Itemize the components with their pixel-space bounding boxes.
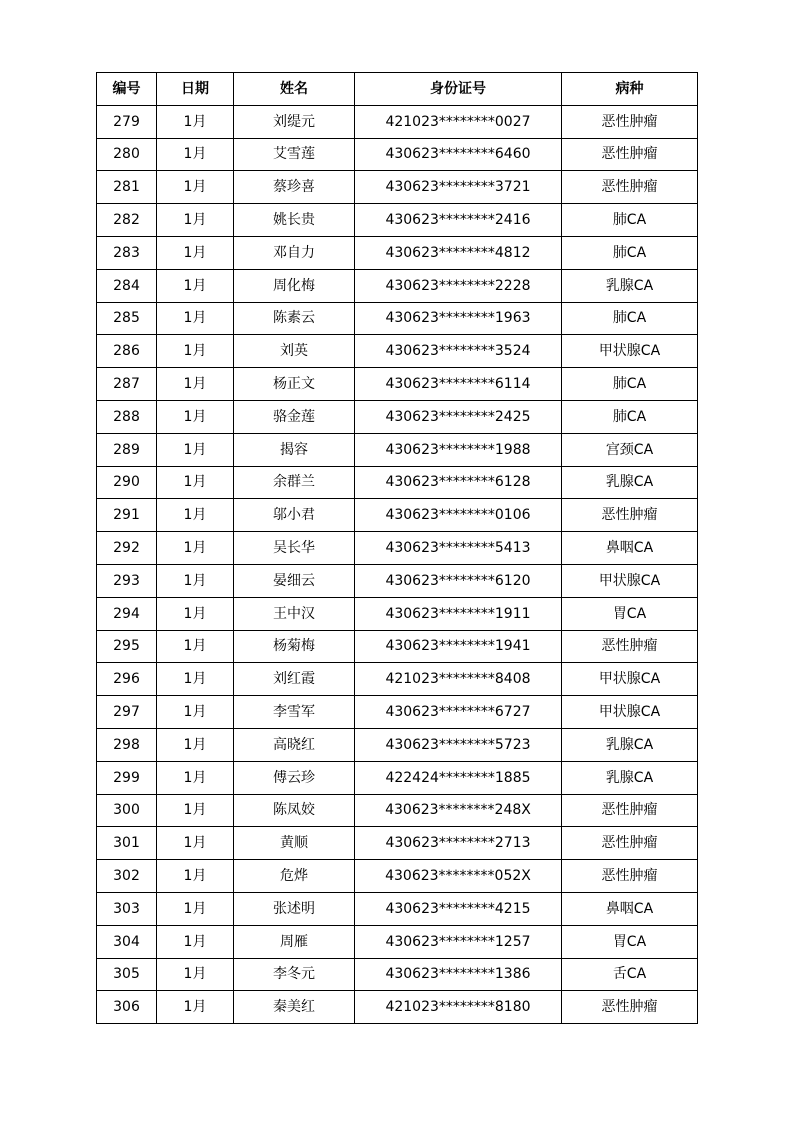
cell-date: 1月 — [157, 400, 234, 433]
header-row — [97, 73, 698, 106]
cell-disease: 肺CA — [562, 368, 698, 401]
table-row — [97, 728, 698, 761]
cell-date: 1月 — [157, 925, 234, 958]
table-row — [97, 335, 698, 368]
cell-number: 291 — [97, 499, 157, 532]
cell-name: 危烨 — [234, 860, 355, 893]
cell-name: 晏细云 — [234, 564, 355, 597]
cell-number: 296 — [97, 663, 157, 696]
cell-date: 1月 — [157, 269, 234, 302]
cell-id-number: 430623********6128 — [355, 466, 562, 499]
table-row — [97, 761, 698, 794]
cell-date: 1月 — [157, 892, 234, 925]
table-row — [97, 958, 698, 991]
cell-number: 287 — [97, 368, 157, 401]
cell-number: 292 — [97, 532, 157, 565]
cell-disease: 肺CA — [562, 204, 698, 237]
table-body — [97, 105, 698, 1023]
cell-disease: 恶性肿瘤 — [562, 794, 698, 827]
cell-date: 1月 — [157, 794, 234, 827]
cell-name: 周化梅 — [234, 269, 355, 302]
cell-date: 1月 — [157, 532, 234, 565]
cell-date: 1月 — [157, 236, 234, 269]
cell-date: 1月 — [157, 663, 234, 696]
table-row — [97, 269, 698, 302]
cell-id-number: 430623********6120 — [355, 564, 562, 597]
table-row — [97, 860, 698, 893]
cell-disease: 恶性肿瘤 — [562, 827, 698, 860]
cell-disease: 乳腺CA — [562, 269, 698, 302]
cell-disease: 甲状腺CA — [562, 696, 698, 729]
cell-number: 281 — [97, 171, 157, 204]
header-disease: 病种 — [562, 73, 698, 106]
cell-date: 1月 — [157, 860, 234, 893]
table-row — [97, 696, 698, 729]
cell-disease: 乳腺CA — [562, 466, 698, 499]
cell-disease: 甲状腺CA — [562, 663, 698, 696]
cell-id-number: 430623********6460 — [355, 138, 562, 171]
cell-date: 1月 — [157, 597, 234, 630]
table-row — [97, 171, 698, 204]
cell-id-number: 430623********3524 — [355, 335, 562, 368]
table-row — [97, 236, 698, 269]
cell-date: 1月 — [157, 138, 234, 171]
cell-date: 1月 — [157, 433, 234, 466]
cell-date: 1月 — [157, 827, 234, 860]
cell-number: 299 — [97, 761, 157, 794]
cell-id-number: 430623********6727 — [355, 696, 562, 729]
table-row — [97, 630, 698, 663]
cell-disease: 恶性肿瘤 — [562, 499, 698, 532]
cell-number: 303 — [97, 892, 157, 925]
cell-date: 1月 — [157, 466, 234, 499]
table-row — [97, 564, 698, 597]
cell-name: 陈素云 — [234, 302, 355, 335]
cell-name: 揭容 — [234, 433, 355, 466]
cell-name: 杨正文 — [234, 368, 355, 401]
table-header — [97, 73, 698, 106]
table-row — [97, 466, 698, 499]
cell-number: 304 — [97, 925, 157, 958]
cell-date: 1月 — [157, 499, 234, 532]
cell-name: 刘缇元 — [234, 105, 355, 138]
cell-date: 1月 — [157, 991, 234, 1024]
cell-disease: 恶性肿瘤 — [562, 171, 698, 204]
cell-date: 1月 — [157, 105, 234, 138]
table-row — [97, 663, 698, 696]
cell-name: 周雁 — [234, 925, 355, 958]
cell-name: 邓自力 — [234, 236, 355, 269]
cell-date: 1月 — [157, 204, 234, 237]
table-row — [97, 794, 698, 827]
cell-name: 余群兰 — [234, 466, 355, 499]
cell-name: 陈凤姣 — [234, 794, 355, 827]
cell-disease: 乳腺CA — [562, 761, 698, 794]
cell-number: 297 — [97, 696, 157, 729]
cell-id-number: 430623********3721 — [355, 171, 562, 204]
cell-number: 293 — [97, 564, 157, 597]
cell-id-number: 430623********1963 — [355, 302, 562, 335]
cell-id-number: 430623********2416 — [355, 204, 562, 237]
table-row — [97, 204, 698, 237]
cell-number: 284 — [97, 269, 157, 302]
cell-id-number: 430623********1988 — [355, 433, 562, 466]
cell-disease: 恶性肿瘤 — [562, 138, 698, 171]
cell-number: 282 — [97, 204, 157, 237]
cell-id-number: 430623********052X — [355, 860, 562, 893]
cell-name: 艾雪莲 — [234, 138, 355, 171]
cell-name: 李冬元 — [234, 958, 355, 991]
cell-disease: 恶性肿瘤 — [562, 860, 698, 893]
table-row — [97, 138, 698, 171]
cell-disease: 肺CA — [562, 236, 698, 269]
cell-number: 306 — [97, 991, 157, 1024]
cell-disease: 恶性肿瘤 — [562, 991, 698, 1024]
cell-number: 279 — [97, 105, 157, 138]
header-date: 日期 — [157, 73, 234, 106]
cell-id-number: 421023********0027 — [355, 105, 562, 138]
cell-name: 高晓红 — [234, 728, 355, 761]
table-row — [97, 105, 698, 138]
cell-id-number: 430623********4215 — [355, 892, 562, 925]
cell-date: 1月 — [157, 958, 234, 991]
cell-name: 张述明 — [234, 892, 355, 925]
cell-name: 黄顺 — [234, 827, 355, 860]
cell-name: 刘英 — [234, 335, 355, 368]
cell-number: 305 — [97, 958, 157, 991]
cell-date: 1月 — [157, 728, 234, 761]
cell-id-number: 430623********5723 — [355, 728, 562, 761]
cell-id-number: 422424********1885 — [355, 761, 562, 794]
cell-number: 302 — [97, 860, 157, 893]
cell-id-number: 430623********2713 — [355, 827, 562, 860]
cell-id-number: 430623********2425 — [355, 400, 562, 433]
table-row — [97, 400, 698, 433]
cell-number: 300 — [97, 794, 157, 827]
records-table — [96, 72, 698, 1024]
cell-id-number: 430623********2228 — [355, 269, 562, 302]
cell-name: 骆金莲 — [234, 400, 355, 433]
cell-number: 289 — [97, 433, 157, 466]
cell-disease: 肺CA — [562, 302, 698, 335]
header-number: 编号 — [97, 73, 157, 106]
cell-number: 288 — [97, 400, 157, 433]
cell-disease: 鼻咽CA — [562, 892, 698, 925]
cell-number: 283 — [97, 236, 157, 269]
cell-id-number: 421023********8180 — [355, 991, 562, 1024]
cell-name: 刘红霞 — [234, 663, 355, 696]
cell-date: 1月 — [157, 302, 234, 335]
cell-id-number: 430623********6114 — [355, 368, 562, 401]
cell-id-number: 421023********8408 — [355, 663, 562, 696]
cell-disease: 肺CA — [562, 400, 698, 433]
cell-name: 蔡珍喜 — [234, 171, 355, 204]
cell-disease: 鼻咽CA — [562, 532, 698, 565]
table-row — [97, 925, 698, 958]
table-row — [97, 827, 698, 860]
cell-number: 294 — [97, 597, 157, 630]
cell-name: 杨菊梅 — [234, 630, 355, 663]
cell-number: 298 — [97, 728, 157, 761]
cell-id-number: 430623********1941 — [355, 630, 562, 663]
cell-name: 姚长贵 — [234, 204, 355, 237]
cell-number: 295 — [97, 630, 157, 663]
table-row — [97, 433, 698, 466]
cell-date: 1月 — [157, 761, 234, 794]
cell-date: 1月 — [157, 630, 234, 663]
cell-name: 李雪军 — [234, 696, 355, 729]
table-row — [97, 499, 698, 532]
cell-disease: 宫颈CA — [562, 433, 698, 466]
table-row — [97, 991, 698, 1024]
cell-id-number: 430623********1257 — [355, 925, 562, 958]
cell-disease: 舌CA — [562, 958, 698, 991]
cell-number: 286 — [97, 335, 157, 368]
cell-disease: 乳腺CA — [562, 728, 698, 761]
cell-date: 1月 — [157, 564, 234, 597]
table-row — [97, 532, 698, 565]
table-row — [97, 302, 698, 335]
cell-id-number: 430623********1911 — [355, 597, 562, 630]
cell-id-number: 430623********248X — [355, 794, 562, 827]
cell-date: 1月 — [157, 696, 234, 729]
cell-number: 280 — [97, 138, 157, 171]
cell-disease: 恶性肿瘤 — [562, 105, 698, 138]
cell-id-number: 430623********0106 — [355, 499, 562, 532]
header-name: 姓名 — [234, 73, 355, 106]
cell-disease: 甲状腺CA — [562, 335, 698, 368]
cell-name: 傅云珍 — [234, 761, 355, 794]
cell-name: 邬小君 — [234, 499, 355, 532]
cell-disease: 胃CA — [562, 925, 698, 958]
cell-name: 王中汉 — [234, 597, 355, 630]
header-id-number: 身份证号 — [355, 73, 562, 106]
cell-date: 1月 — [157, 171, 234, 204]
cell-number: 301 — [97, 827, 157, 860]
cell-name: 吴长华 — [234, 532, 355, 565]
table-row — [97, 892, 698, 925]
cell-id-number: 430623********1386 — [355, 958, 562, 991]
table-row — [97, 368, 698, 401]
cell-id-number: 430623********5413 — [355, 532, 562, 565]
cell-name: 秦美红 — [234, 991, 355, 1024]
table-row — [97, 597, 698, 630]
cell-number: 290 — [97, 466, 157, 499]
cell-id-number: 430623********4812 — [355, 236, 562, 269]
cell-disease: 胃CA — [562, 597, 698, 630]
cell-disease: 甲状腺CA — [562, 564, 698, 597]
cell-disease: 恶性肿瘤 — [562, 630, 698, 663]
cell-date: 1月 — [157, 335, 234, 368]
cell-number: 285 — [97, 302, 157, 335]
cell-date: 1月 — [157, 368, 234, 401]
